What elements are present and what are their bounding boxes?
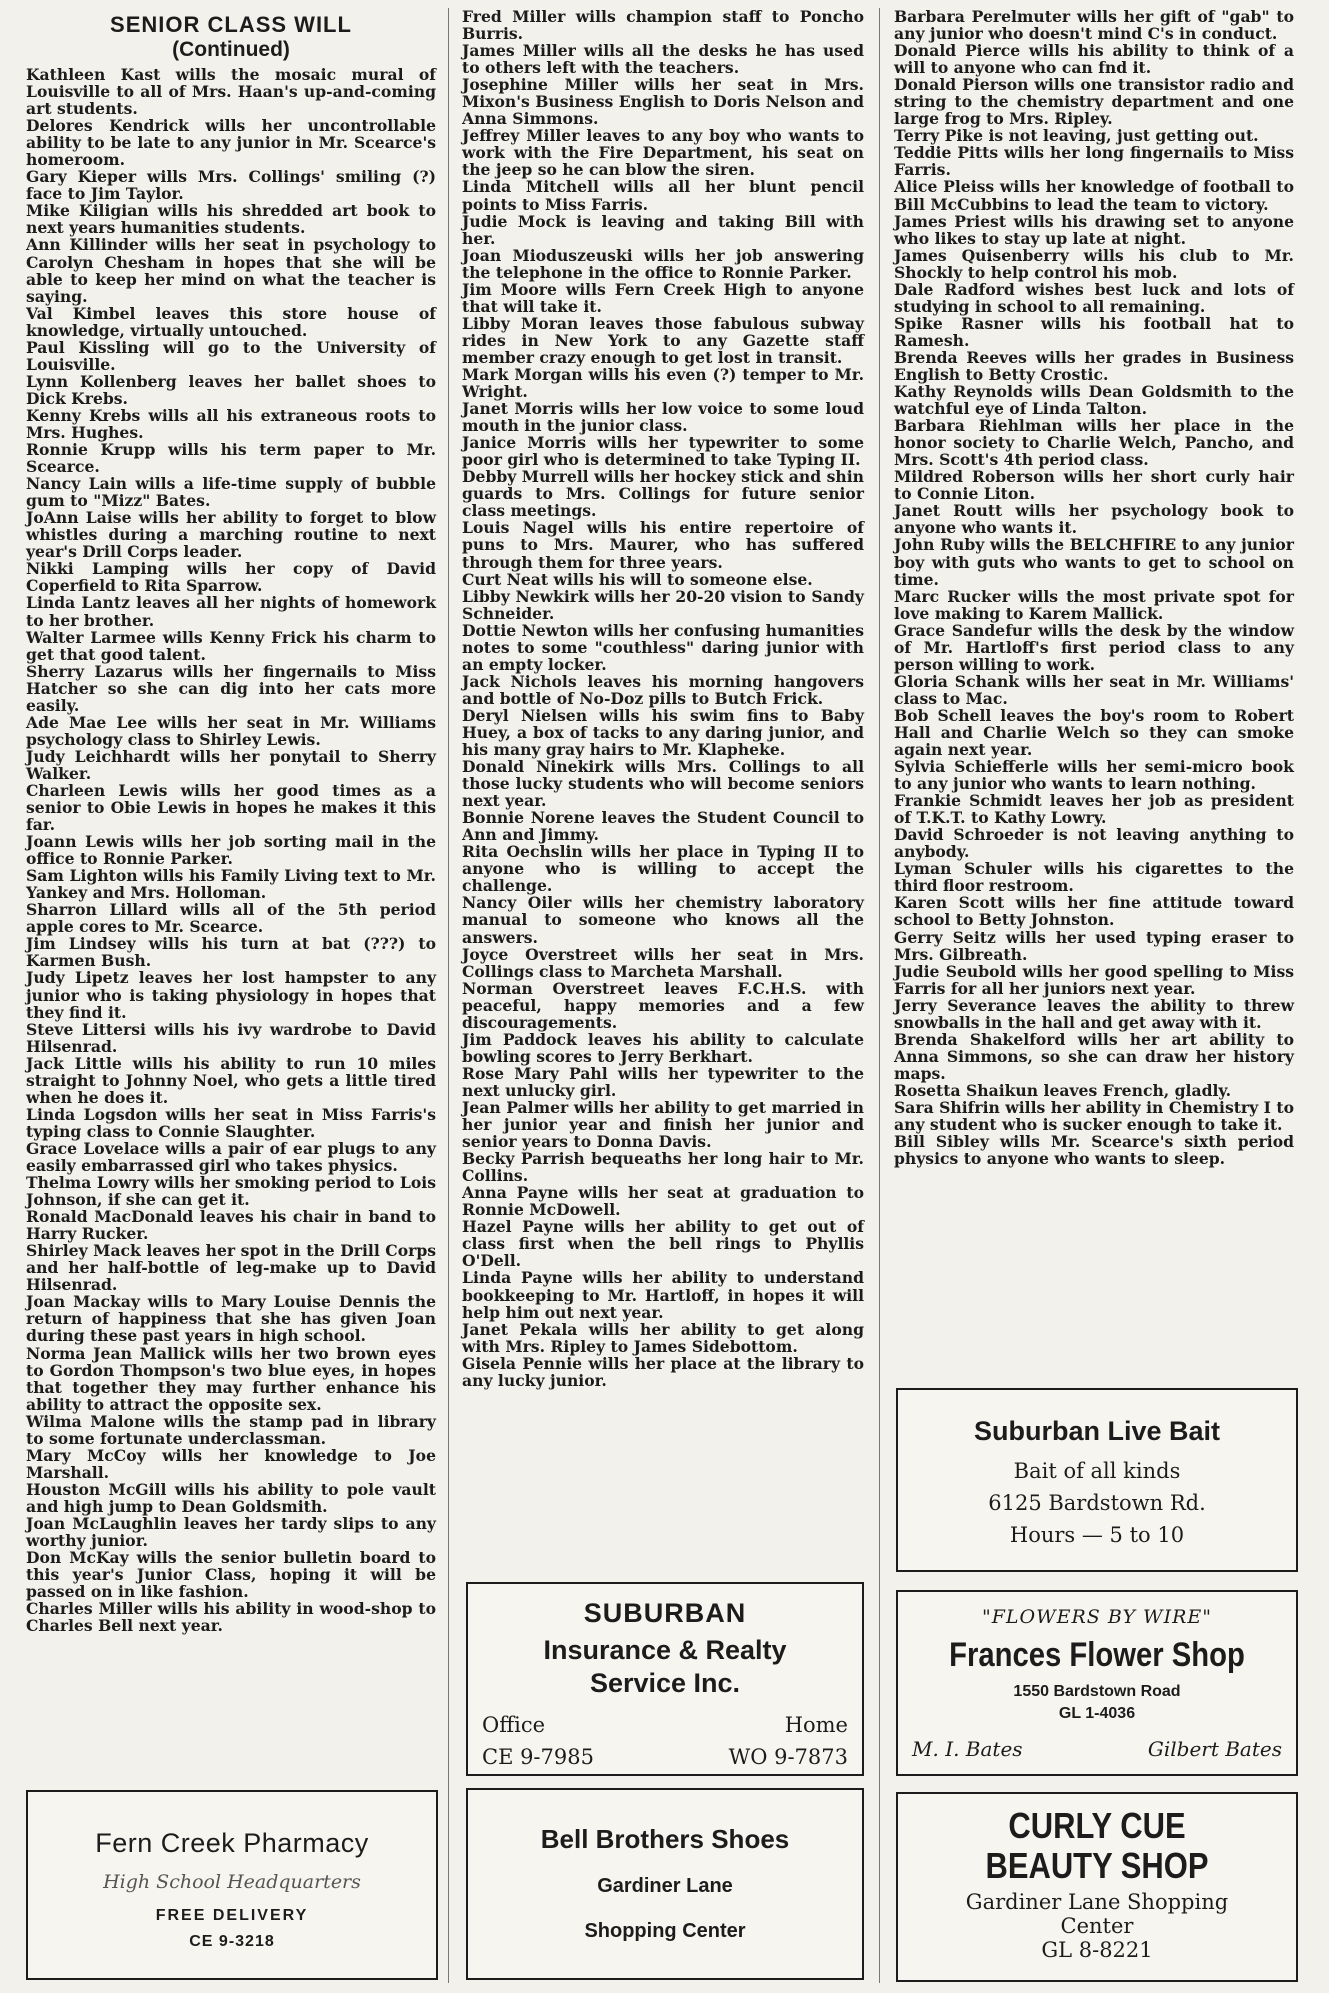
will-entry: James Quisenberry wills his club to Mr. Shockly to help control his mob. xyxy=(894,245,1294,282)
ad-line2: Shopping Center xyxy=(584,1920,746,1942)
home-phone: WO 9-7873 xyxy=(728,1745,848,1769)
will-entry: Charles Miller wills his ability in wood-shop to Charles Bell next year. xyxy=(26,1599,436,1636)
will-entry: Karen Scott wills her fine attitude toward school to Betty Johnston. xyxy=(894,893,1294,930)
ad-tagline: "FLOWERS BY WIRE" xyxy=(981,1606,1213,1628)
will-entry: Fred Miller wills champion staff to Poncho Burris. xyxy=(462,7,864,44)
ad-phone: GL 1-4036 xyxy=(1058,1705,1136,1722)
ad-phone: GL 8-8221 xyxy=(1041,1938,1153,1962)
will-entry: Jim Moore wills Fern Creek High to anyone that will take it. xyxy=(462,279,864,316)
will-entry: Donald Pierce wills his ability to think of a will to anyone who can fnd it. xyxy=(894,41,1294,78)
will-entry: James Priest wills his drawing set to anyone who likes to stay up late at night. xyxy=(894,211,1294,248)
will-entry: Linda Payne wills her ability to understand bookkeeping to Mr. Hartloff, in hopes it will help him out next year. xyxy=(462,1268,864,1322)
will-entry: Shirley Mack leaves her spot in the Drill Corps and her half-bottle of leg-make up to David Hilsenrad. xyxy=(26,1241,436,1295)
will-entry: Norma Jean Mallick wills her two brown eyes to Gordon Thompson's two blue eyes, in hopes that together they may further enhance his ability to attract the opposite sex. xyxy=(26,1343,436,1414)
ad-tagline: High School Headquarters xyxy=(103,1871,361,1893)
home-label: Home xyxy=(784,1713,848,1737)
will-entry: Houston McGill wills his ability to pole vault and high jump to Dean Goldsmith. xyxy=(26,1479,436,1516)
column-2 xyxy=(462,8,864,1389)
will-entry: Dale Radford wishes best luck and lots of studying in school to all remaining. xyxy=(894,279,1294,316)
will-entry: Gloria Schank wills her seat in Mr. Williams' class to Mac. xyxy=(894,671,1294,708)
newspaper-page xyxy=(26,8,1298,1983)
ad-flowers xyxy=(896,1590,1298,1776)
will-entry: Kathleen Kast wills the mosaic mural of Louisville to all of Mrs. Haan's up-and-coming art students. xyxy=(26,65,436,119)
will-entry: Jim Lindsey wills his turn at bat (???) to Karmen Bush. xyxy=(26,934,436,971)
ad-phone-labels xyxy=(468,1713,862,1737)
will-entry: Jerry Severance leaves the ability to threw snowballs in the hall and get away with it. xyxy=(894,995,1294,1032)
will-entry: Rita Oechslin wills her place in Typing II to anyone who is willing to accept the challenge. xyxy=(462,842,864,896)
will-entry: Ade Mae Lee wills her seat in Mr. Williams psychology class to Shirley Lewis. xyxy=(26,712,436,749)
will-entry: Bob Schell leaves the boy's room to Robert Hall and Charlie Welch so they can smoke again next year. xyxy=(894,705,1294,760)
owner-2: Gilbert Bates xyxy=(1147,1737,1282,1761)
will-entry: Judie Mock is leaving and taking Bill with her. xyxy=(462,211,864,248)
will-entry: Jim Paddock leaves his ability to calculate bowling scores to Jerry Berkhart. xyxy=(462,1029,864,1066)
will-entry: John Ruby wills the BELCHFIRE to any junior boy with guts who wants to get to school on time. xyxy=(894,535,1294,589)
will-entry: Steve Littersi wills his ivy wardrobe to David Hilsenrad. xyxy=(26,1019,436,1056)
will-entry: Judy Lipetz leaves her lost hampster to any junior who is taking physiology in hopes that they find it. xyxy=(26,968,436,1022)
will-entry: Spike Rasner wills his football hat to Ramesh. xyxy=(894,313,1294,350)
will-entry: Donald Ninekirk wills Mrs. Collings to all those lucky students who will become seniors next year. xyxy=(462,757,864,811)
ad-name: Fern Creek Pharmacy xyxy=(95,1828,369,1858)
ad-shoes xyxy=(466,1788,864,1980)
will-entry: James Miller wills all the desks he has used to others left with the teachers. xyxy=(462,41,864,78)
will-entry: Grace Lovelace wills a pair of ear plugs to any easily embarrassed girl who takes physics. xyxy=(26,1138,436,1175)
will-entry: Gerry Seitz wills her used typing eraser to Mrs. Gilbreath. xyxy=(894,927,1294,964)
column-1 xyxy=(26,8,436,1634)
will-entry: Linda Mitchell wills all her blunt pencil points to Miss Farris. xyxy=(462,177,864,214)
will-entry: Terry Pike is not leaving, just getting out. xyxy=(894,126,1259,146)
will-entry: Thelma Lowry wills her smoking period to Lois Johnson, if she can get it. xyxy=(26,1173,436,1210)
will-entry: Libby Moran leaves those fabulous subway rides in New York to any Gazette staff member crazy enough to get lost in transit. xyxy=(462,313,864,367)
will-entry: Jack Little wills his ability to run 10 miles straight to Johnny Noel, who gets a little tired when he does it. xyxy=(26,1053,436,1107)
will-entry: Rose Mary Pahl wills her typewriter to the next unlucky girl. xyxy=(462,1063,864,1100)
owner-1: M. I. Bates xyxy=(912,1737,1023,1761)
will-entry: Jeffrey Miller leaves to any boy who wants to work with the Fire Department, his seat on the jeep so he can blow the siren. xyxy=(462,126,864,180)
ad-phones xyxy=(468,1745,862,1769)
will-entry: Donald Pierson wills one transistor radio and string to the chemistry department and one large frog to Mrs. Ripley. xyxy=(894,75,1294,129)
will-entry: Hazel Payne wills her ability to get out of class first when the bell rings to Phyllis O'Dell. xyxy=(462,1217,864,1271)
will-entry: Kenny Krebs wills all his extraneous roots to Mrs. Hughes. xyxy=(26,405,436,442)
section-heading: SENIOR CLASS WILL xyxy=(110,12,352,37)
ad-name: CURLY CUE xyxy=(1008,1805,1186,1846)
will-entry: Gary Kieper wills Mrs. Collings' smiling (?) face to Jim Taylor. xyxy=(26,167,436,204)
will-entry: Anna Payne wills her seat at graduation to Ronnie McDowell. xyxy=(462,1183,864,1220)
will-entry: Ann Killinder wills her seat in psychology to Carolyn Chesham in hopes that she will be able to keep her mind on what the teacher is saying. xyxy=(26,235,436,306)
will-entry: Josephine Miller wills her seat in Mrs. Mixon's Business English to Doris Nelson and Anna Simmons. xyxy=(462,75,864,129)
ad-insurance xyxy=(466,1582,864,1776)
will-entry: Frankie Schmidt leaves her job as president of T.K.T. to Kathy Lowry. xyxy=(894,791,1294,828)
office-phone: CE 9-7985 xyxy=(482,1745,594,1769)
ad-name: Suburban Live Bait xyxy=(973,1416,1221,1446)
will-entry: JoAnn Laise wills her ability to forget to blow whistles during a marching routine to next year's Drill Corps leader. xyxy=(26,508,436,562)
will-entry: Dottie Newton wills her confusing humanities notes to some "couthless" daring junior with an empty locker. xyxy=(462,620,864,674)
will-entry: Mike Kiligian wills his shredded art book to next years humanities students. xyxy=(26,201,436,238)
will-entry: Becky Parrish bequeaths her long hair to Mr. Collins. xyxy=(462,1149,864,1186)
will-entry: Norman Overstreet leaves F.C.H.S. with peaceful, happy memories and a few discouragements. xyxy=(462,978,864,1032)
will-entry: Brenda Shakelford wills her art ability to Anna Simmons, so she can draw her history maps. xyxy=(894,1029,1294,1083)
will-entry: Barbara Riehlman wills her place in the honor society to Charlie Welch, Pancho, and Mrs. Scott's 4th period class. xyxy=(894,416,1294,470)
ad-name-line3: Service Inc. xyxy=(589,1668,741,1698)
ad-line1: Bait of all kinds xyxy=(1013,1459,1181,1483)
will-entry: Nikki Lamping wills her copy of David Coperfield to Rita Sparrow. xyxy=(26,559,436,596)
will-entry: Alice Pleiss wills her knowledge of football to Bill McCubbins to lead the team to victory. xyxy=(894,177,1294,214)
will-entry: Ronald MacDonald leaves his chair in band to Harry Rucker. xyxy=(26,1207,436,1244)
will-entry: Paul Kissling will go to the University of Louisville. xyxy=(26,337,436,374)
will-entry: Joan Mackay wills to Mary Louise Dennis the return of happiness that she has given Joan during these past years in high school. xyxy=(26,1292,436,1346)
will-entries xyxy=(462,8,864,1389)
will-entry: Grace Sandefur wills the desk by the window of Mr. Hartloff's first period class to any person willing to work. xyxy=(894,620,1294,674)
will-entry: Judie Seubold wills her good spelling to Miss Farris for all her juniors next year. xyxy=(894,961,1294,998)
will-entry: Janet Routt wills her psychology book to anyone who wants it. xyxy=(894,501,1294,538)
will-entry: Janet Pekala wills her ability to get along with Mrs. Ripley to James Sidebottom. xyxy=(462,1319,864,1356)
ad-line2: Center xyxy=(1060,1914,1134,1938)
will-entry: Linda Logsdon wills her seat in Miss Farris's typing class to Connie Slaughter. xyxy=(26,1104,436,1141)
will-entry: Wilma Malone wills the stamp pad in library to some fortunate underclassman. xyxy=(26,1411,436,1448)
ad-line1: Gardiner Lane Shopping xyxy=(965,1890,1229,1914)
will-entry: Sam Lighton wills his Family Living text to Mr. Yankey and Mrs. Holloman. xyxy=(26,866,436,903)
ad-name: Frances Flower Shop xyxy=(949,1636,1245,1674)
will-entry: Libby Newkirk wills her 20-20 vision to Sandy Schneider. xyxy=(462,586,864,623)
will-entry: Rosetta Shaikun leaves French, gladly. xyxy=(894,1080,1232,1100)
will-entry: Walter Larmee wills Kenny Frick his charm to get that good talent. xyxy=(26,627,436,664)
office-label: Office xyxy=(482,1713,546,1737)
ad-line1: Gardiner Lane xyxy=(597,1875,733,1897)
will-entry: Barbara Perelmuter wills her gift of "gab" to any junior who doesn't mind C's in conduct. xyxy=(894,7,1294,44)
ad-name-line2: Insurance & Realty xyxy=(543,1635,787,1665)
ad-owners xyxy=(898,1737,1296,1761)
will-entry: Mildred Roberson wills her short curly hair to Connie Liton. xyxy=(894,467,1294,504)
will-entry: Nancy Lain wills a life-time supply of bubble gum to "Mizz" Bates. xyxy=(26,474,436,511)
will-entry: Lynn Kollenberg leaves her ballet shoes to Dick Krebs. xyxy=(26,371,436,408)
ad-address: 1550 Bardstown Road xyxy=(1013,1683,1181,1700)
will-entry: Mary McCoy wills her knowledge to Joe Marshall. xyxy=(26,1445,436,1482)
will-entry: Judy Leichhardt wills her ponytail to Sherry Walker. xyxy=(26,746,436,783)
will-entry: Louis Nagel wills his entire repertoire of puns to Mrs. Maurer, who has suffered through them for three years. xyxy=(462,518,864,572)
will-entry: Kathy Reynolds wills Dean Goldsmith to the watchful eye of Linda Talton. xyxy=(894,382,1294,419)
ad-delivery: FREE DELIVERY xyxy=(155,1907,309,1924)
will-entry: Joan Mioduszeuski wills her job answering the telephone in the office to Ronnie Parker. xyxy=(462,245,864,282)
will-entry: Charleen Lewis wills her good times as a senior to Obie Lewis in hopes he makes it this far. xyxy=(26,780,436,835)
will-entries xyxy=(26,66,436,1634)
ad-pharmacy xyxy=(26,1790,438,1980)
will-entry: Sylvia Schiefferle wills her semi-micro book to any junior who wants to learn nothing. xyxy=(894,757,1294,794)
will-entry: Janice Morris wills her typewriter to some poor girl who is determined to take Typing II. xyxy=(462,433,864,470)
ad-address: 6125 Bardstown Rd. xyxy=(988,1491,1206,1515)
will-entry: Teddie Pitts wills her long fingernails to Miss Farris. xyxy=(894,143,1294,180)
will-entry: Jean Palmer wills her ability to get married in her junior year and finish her junior and senior years to Donna Davis. xyxy=(462,1098,864,1152)
will-entry: Val Kimbel leaves this store house of knowledge, virtually untouched. xyxy=(26,303,436,340)
ad-name-line2: BEAUTY SHOP xyxy=(985,1845,1209,1886)
will-entry: Curt Neat wills his will to someone else. xyxy=(462,569,813,589)
section-subheading: (Continued) xyxy=(172,38,290,61)
ad-beauty xyxy=(896,1792,1298,1982)
will-entry: Sharron Lillard wills all of the 5th period apple cores to Mr. Scearce. xyxy=(26,900,436,937)
will-entry: Debby Murrell wills her hockey stick and shin guards to Mrs. Collings for future senior class meetings. xyxy=(462,467,864,521)
will-entry: Sherry Lazarus wills her fingernails to Miss Hatcher so she can dig into her cats more easily. xyxy=(26,661,436,715)
column-rule xyxy=(879,8,880,1983)
will-entry: Joan McLaughlin leaves her tardy slips to any worthy junior. xyxy=(26,1513,436,1551)
will-entry: Don McKay wills the senior bulletin board to this year's Junior Class, hoping it will be passed on in like fashion. xyxy=(26,1548,436,1602)
will-entry: Mark Morgan wills his even (?) temper to Mr. Wright. xyxy=(462,364,864,402)
will-entry: Linda Lantz leaves all her nights of homework to her brother. xyxy=(26,593,436,630)
will-entry: Gisela Pennie wills her place at the library to any lucky junior. xyxy=(462,1353,864,1390)
will-entry: Nancy Oiler wills her chemistry laboratory manual to someone who knows all the answers. xyxy=(462,893,864,947)
ad-name: SUBURBAN xyxy=(583,1598,747,1628)
ad-name: Bell Brothers Shoes xyxy=(540,1824,790,1854)
will-entry: Ronnie Krupp wills his term paper to Mr. Scearce. xyxy=(26,440,436,477)
will-entry: Jack Nichols leaves his morning hangovers and bottle of No-Doz pills to Butch Frick. xyxy=(462,671,864,708)
column-rule xyxy=(448,8,449,1983)
will-entry: Lyman Schuler wills his cigarettes to the third floor restroom. xyxy=(894,859,1294,896)
ad-hours: Hours — 5 to 10 xyxy=(1009,1523,1185,1547)
will-entry: Bill Sibley wills Mr. Scearce's sixth period physics to anyone who wants to sleep. xyxy=(894,1132,1294,1169)
will-entry: David Schroeder is not leaving anything to anybody. xyxy=(894,825,1294,862)
will-entries xyxy=(894,8,1294,1167)
will-entry: Delores Kendrick wills her uncontrollable ability to be late to any junior in Mr. Scearce's homeroom. xyxy=(26,116,436,170)
will-entry: Joann Lewis wills her job sorting mail in the office to Ronnie Parker. xyxy=(26,832,436,869)
will-entry: Sara Shifrin wills her ability in Chemistry I to any student who is sucker enough to take it. xyxy=(894,1098,1294,1135)
will-entry: Deryl Nielsen wills his swim fins to Baby Huey, a box of tacks to any daring junior, and his many gray hairs to Mr. Klapheke. xyxy=(462,705,864,760)
will-entry: Joyce Overstreet wills her seat in Mrs. Collings class to Marcheta Marshall. xyxy=(462,944,864,981)
will-entry: Janet Morris wills her low voice to some loud mouth in the junior class. xyxy=(462,399,864,436)
will-entry: Bonnie Norene leaves the Student Council to Ann and Jimmy. xyxy=(462,808,864,845)
will-entry: Marc Rucker wills the most private spot for love making to Karem Mallick. xyxy=(894,586,1294,623)
ad-bait xyxy=(896,1388,1298,1572)
ad-phone: CE 9-3218 xyxy=(189,1933,275,1950)
column-3 xyxy=(894,8,1294,1167)
will-entry: Brenda Reeves wills her grades in Business English to Betty Crostic. xyxy=(894,347,1294,384)
